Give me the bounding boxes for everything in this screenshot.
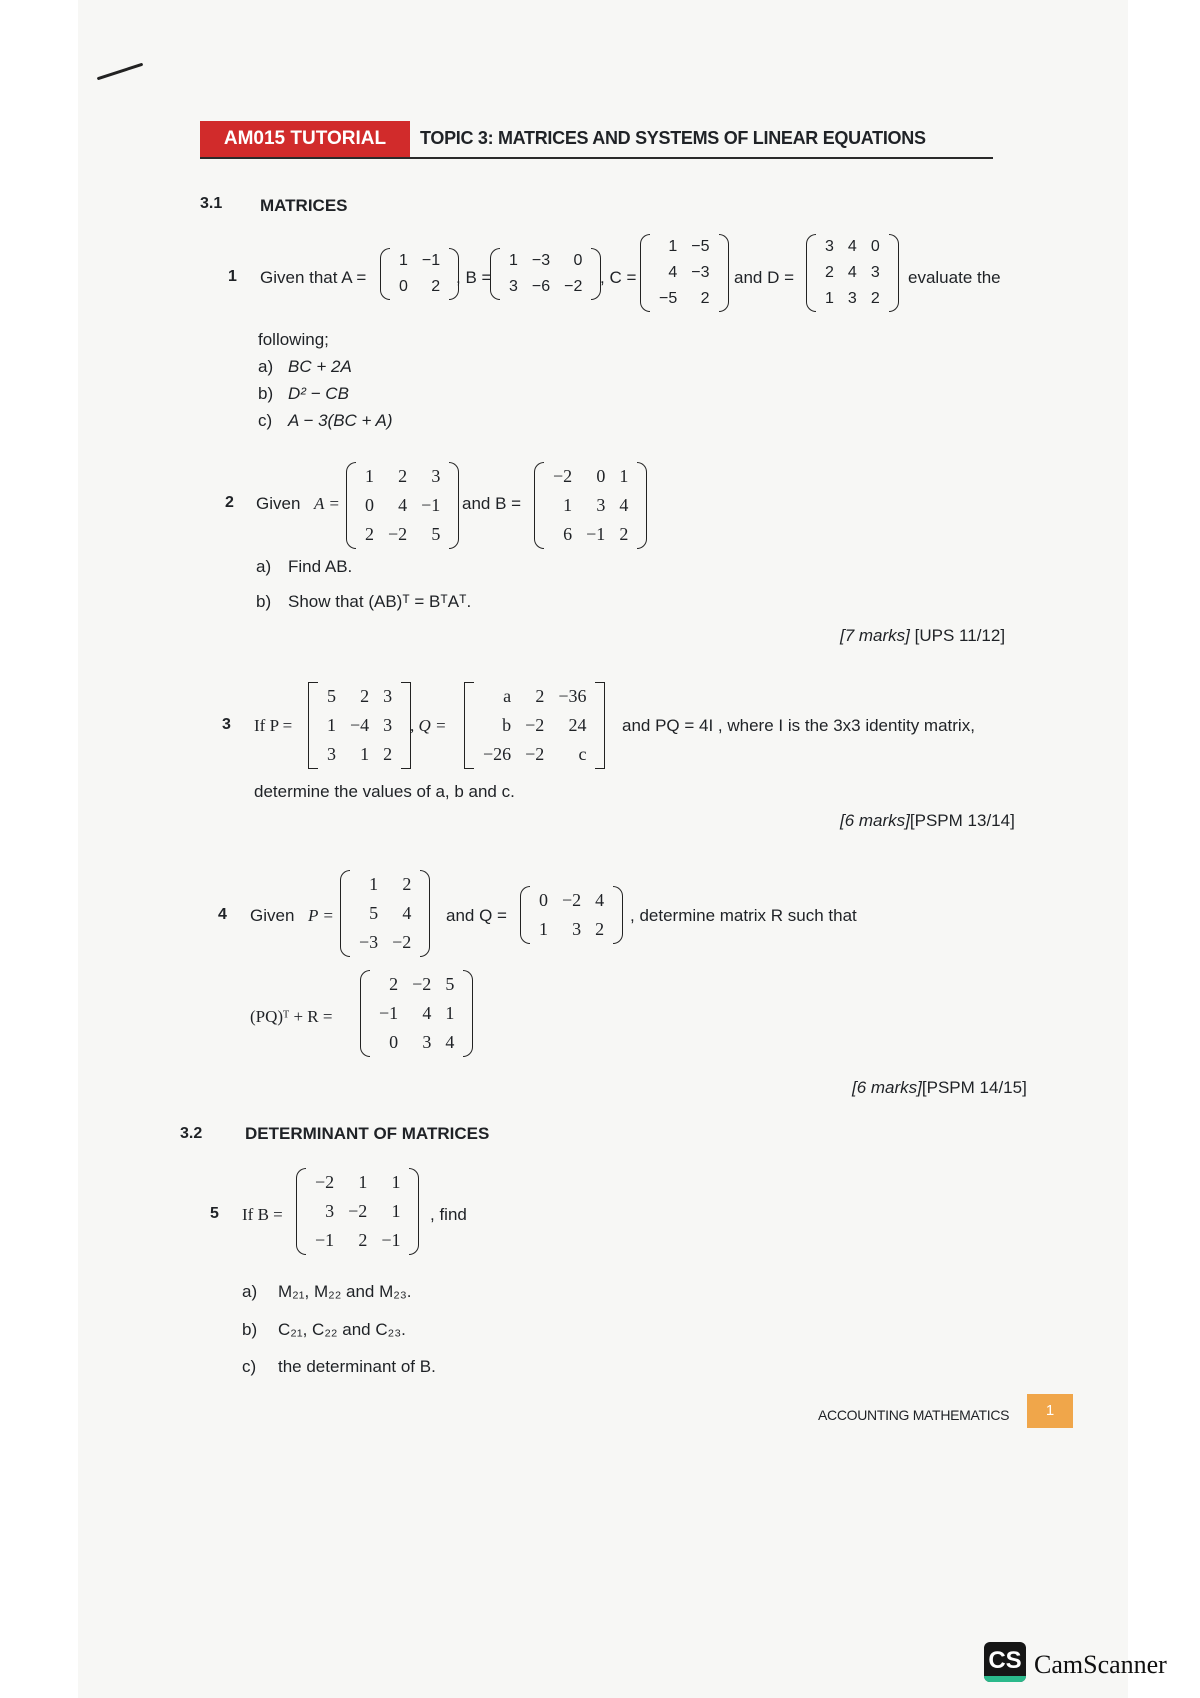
q2-part-b-label: b) xyxy=(256,592,272,611)
section-number: 3.1 xyxy=(200,195,223,212)
matrix-cell: 4 xyxy=(422,1003,432,1023)
matrix-cell: 2 xyxy=(535,686,545,706)
matrix-cell: 24 xyxy=(568,715,587,735)
matrix-cell: 1 xyxy=(358,1172,368,1192)
topic-title: TOPIC 3: MATRICES AND SYSTEMS OF LINEAR EQUATIONS xyxy=(420,128,926,148)
matrix-cell: 3 xyxy=(572,919,582,939)
page-number: 1 xyxy=(1027,1394,1073,1428)
matrix-cell: −4 xyxy=(350,715,370,735)
matrix-row xyxy=(476,711,593,740)
matrix-cell: 2 xyxy=(383,744,393,764)
q1-part-a: BC + 2A xyxy=(288,357,352,376)
matrix-cell: −3 xyxy=(531,252,551,269)
q1-part-b: D² − CB xyxy=(288,384,349,403)
question-number: 5 xyxy=(210,1205,219,1222)
matrix-row xyxy=(372,999,461,1028)
matrix-cell: −5 xyxy=(659,290,678,307)
matrix-cell: 0 xyxy=(539,890,548,910)
matrix-cell: −2 xyxy=(388,524,408,544)
matrix-cell: −2 xyxy=(412,974,432,994)
matrix-cell: 6 xyxy=(563,524,573,544)
matrix-p xyxy=(340,870,430,957)
matrix-row xyxy=(372,1028,461,1057)
matrix-cell: 2 xyxy=(365,524,374,544)
matrix-cell: 2 xyxy=(402,874,412,894)
matrix-cell: −1 xyxy=(381,1230,401,1250)
matrix-c xyxy=(640,234,729,312)
matrix-cell: 4 xyxy=(847,238,857,255)
matrix-row xyxy=(308,1197,407,1226)
matrix-p xyxy=(308,682,411,769)
camscanner-logo xyxy=(984,1642,1026,1682)
matrix-cell: −2 xyxy=(348,1201,368,1221)
matrix-cell: 2 xyxy=(360,686,370,706)
matrix-cell: 4 xyxy=(445,1032,455,1052)
matrix-cell: 1 xyxy=(445,1003,455,1023)
matrix-cell: a xyxy=(503,686,512,706)
matrix-cell: b xyxy=(502,715,512,735)
q2-part-b: Show that (AB)ᵀ = BᵀAᵀ. xyxy=(288,592,472,611)
matrix-cell: −2 xyxy=(525,744,545,764)
q1-part-c-label: c) xyxy=(258,411,273,430)
matrix-cell: 2 xyxy=(431,278,441,295)
matrix-cell: 3 xyxy=(422,1032,432,1052)
matrix-cell: −36 xyxy=(558,686,587,706)
matrix-row xyxy=(818,234,887,260)
matrix-cell: −1 xyxy=(315,1230,335,1250)
matrix-d xyxy=(806,234,899,312)
marks-info: [6 marks][PSPM 13/14] xyxy=(840,811,1015,830)
course-tag: AM015 TUTORIAL xyxy=(200,121,410,157)
q4-p-eq: P = xyxy=(308,906,334,925)
matrix-row xyxy=(476,682,593,711)
matrix-cell: 4 xyxy=(398,495,408,515)
matrix-cell: 3 xyxy=(825,238,834,255)
matrix-b xyxy=(490,248,601,300)
q1-following-text: following; xyxy=(258,330,329,349)
matrix-a xyxy=(346,462,459,549)
q4-equation: (PQ)ᵀ + R = xyxy=(250,1007,333,1026)
matrix-b xyxy=(296,1168,419,1255)
matrix-row xyxy=(546,462,635,491)
q3-q-eq: , Q = xyxy=(410,716,447,735)
q2-part-a: Find AB. xyxy=(288,557,353,576)
matrix-cell: −5 xyxy=(691,238,710,255)
matrix-cell: 0 xyxy=(399,278,408,295)
matrix-cell: −2 xyxy=(315,1172,335,1192)
q1-d-label: and D = xyxy=(734,268,795,287)
matrix-row xyxy=(308,1168,407,1197)
matrix-row xyxy=(308,1226,407,1255)
matrix-cell: 5 xyxy=(327,686,336,706)
matrix-b xyxy=(534,462,647,549)
q5-part-c: the determinant of B. xyxy=(278,1357,436,1376)
matrix-cell: 4 xyxy=(619,495,629,515)
matrix-cell: 2 xyxy=(825,264,834,281)
q5-part-b-label: b) xyxy=(242,1320,258,1339)
matrix-cell: 1 xyxy=(668,238,678,255)
camscanner-name: CamScanner xyxy=(1034,1650,1167,1679)
matrix-cell: 3 xyxy=(325,1201,335,1221)
matrix-cell: 5 xyxy=(445,974,455,994)
matrix-row xyxy=(392,274,447,300)
q2-a-eq: A = xyxy=(314,494,340,513)
marks-info: [7 marks] [UPS 11/12] xyxy=(840,626,1006,645)
section-title: DETERMINANT OF MATRICES xyxy=(245,1124,490,1143)
matrix-cell: c xyxy=(578,744,587,764)
q3-tail-text: and PQ = 4I , where I is the 3x3 identity matrix, xyxy=(622,716,975,735)
q5-part-c-label: c) xyxy=(242,1357,257,1376)
matrix-rhs xyxy=(360,970,473,1057)
matrix-row xyxy=(652,234,717,260)
matrix-cell: 2 xyxy=(358,1230,368,1250)
question-number: 2 xyxy=(225,494,234,511)
matrix-cell: −6 xyxy=(531,278,551,295)
matrix-row xyxy=(532,915,611,944)
matrix-cell: −1 xyxy=(586,524,606,544)
matrix-cell: −26 xyxy=(483,744,512,764)
matrix-row xyxy=(352,928,418,957)
matrix-cell: −2 xyxy=(525,715,545,735)
q1-c-label: , C = xyxy=(600,268,637,287)
q5-tail-text: , find xyxy=(430,1205,467,1224)
q1-tail-text: evaluate the xyxy=(908,268,1001,287)
matrix-cell: 3 xyxy=(870,264,880,281)
matrix-cell: 2 xyxy=(700,290,710,307)
q3-line2: determine the values of a, b and c. xyxy=(254,782,515,801)
q5-part-a: M₂₁, M₂₂ and M₂₃. xyxy=(278,1282,412,1301)
matrix-row xyxy=(358,491,447,520)
matrix-row xyxy=(358,462,447,491)
matrix-row xyxy=(818,286,887,312)
matrix-cell: 2 xyxy=(619,524,629,544)
q4-and-q: and Q = xyxy=(446,906,507,925)
footer-subject: ACCOUNTING MATHEMATICS xyxy=(818,1407,1010,1423)
q3-if-p: If P = xyxy=(254,716,293,735)
matrix-cell: 1 xyxy=(365,466,374,486)
matrix-cell: 0 xyxy=(573,252,583,269)
q1-part-b-label: b) xyxy=(258,384,274,403)
marks-info: [6 marks][PSPM 14/15] xyxy=(852,1078,1027,1097)
matrix-cell: −2 xyxy=(564,278,583,295)
q1-part-c: A − 3(BC + A) xyxy=(288,411,393,430)
matrix-cell: 2 xyxy=(398,466,408,486)
q5-if-b: If B = xyxy=(242,1205,283,1224)
matrix-row xyxy=(818,260,887,286)
matrix-row xyxy=(476,740,593,769)
q1-b-label: , B = xyxy=(456,268,492,287)
matrix-cell: 4 xyxy=(402,903,412,923)
matrix-row xyxy=(352,899,418,928)
matrix-cell: −3 xyxy=(691,264,710,281)
matrix-cell: 1 xyxy=(399,252,408,269)
question-number: 3 xyxy=(222,716,231,733)
matrix-cell: 1 xyxy=(619,466,629,486)
matrix-cell: 1 xyxy=(509,252,518,269)
matrix-cell: 0 xyxy=(870,238,880,255)
q4-given-text: Given xyxy=(250,906,295,925)
matrix-cell: 1 xyxy=(391,1172,401,1192)
matrix-cell: −2 xyxy=(562,890,582,910)
matrix-cell: 4 xyxy=(595,890,605,910)
q1-part-a-label: a) xyxy=(258,357,274,376)
q4-tail-text: , determine matrix R such that xyxy=(630,906,857,925)
matrix-cell: 2 xyxy=(389,974,399,994)
q2-and-b: and B = xyxy=(462,494,522,513)
matrix-row xyxy=(546,491,635,520)
matrix-cell: 1 xyxy=(369,874,379,894)
matrix-cell: 1 xyxy=(825,290,834,307)
matrix-row xyxy=(320,682,399,711)
matrix-row xyxy=(358,520,447,549)
matrix-row xyxy=(352,870,418,899)
matrix-row xyxy=(652,260,717,286)
matrix-row xyxy=(502,274,589,300)
matrix-cell: 3 xyxy=(509,278,518,295)
matrix-q xyxy=(520,886,623,944)
matrix-cell: 5 xyxy=(431,524,441,544)
matrix-cell: 1 xyxy=(327,715,336,735)
matrix-row xyxy=(532,886,611,915)
matrix-cell: 0 xyxy=(596,466,606,486)
q2-given-text: Given xyxy=(256,494,301,513)
matrix-cell: 3 xyxy=(596,495,606,515)
matrix-row xyxy=(502,248,589,274)
matrix-cell: −1 xyxy=(421,495,441,515)
q5-part-b: C₂₁, C₂₂ and C₂₃. xyxy=(278,1320,406,1339)
matrix-row xyxy=(372,970,461,999)
matrix-a xyxy=(380,248,459,300)
q1-given-text: Given that A = xyxy=(260,268,367,287)
matrix-cell: −2 xyxy=(392,932,412,952)
matrix-cell: 4 xyxy=(847,264,857,281)
matrix-cell: 5 xyxy=(369,903,379,923)
matrix-cell: 2 xyxy=(595,919,605,939)
matrix-cell: 3 xyxy=(431,466,441,486)
matrix-cell: 0 xyxy=(389,1032,399,1052)
section-number: 3.2 xyxy=(180,1125,203,1142)
matrix-cell: 3 xyxy=(327,744,336,764)
matrix-row xyxy=(320,711,399,740)
matrix-cell: −1 xyxy=(421,252,441,269)
camscanner-badge: CS xyxy=(988,1647,1022,1674)
matrix-cell: 3 xyxy=(383,715,393,735)
q2-part-a-label: a) xyxy=(256,557,272,576)
q5-part-a-label: a) xyxy=(242,1282,258,1301)
matrix-row xyxy=(320,740,399,769)
matrix-cell: 4 xyxy=(668,264,678,281)
question-number: 1 xyxy=(228,268,237,285)
matrix-cell: 1 xyxy=(539,919,548,939)
matrix-cell: 1 xyxy=(563,495,573,515)
scanned-page xyxy=(78,0,1128,1698)
matrix-row xyxy=(652,286,717,312)
matrix-row xyxy=(546,520,635,549)
section-title: MATRICES xyxy=(260,196,348,215)
matrix-cell: 3 xyxy=(847,290,857,307)
question-number: 4 xyxy=(218,906,227,923)
matrix-cell: −1 xyxy=(379,1003,399,1023)
matrix-cell: 0 xyxy=(365,495,374,515)
matrix-cell: 1 xyxy=(360,744,370,764)
matrix-cell: 3 xyxy=(383,686,393,706)
header-underline xyxy=(200,157,993,159)
matrix-cell: 1 xyxy=(391,1201,401,1221)
matrix-cell: −2 xyxy=(553,466,573,486)
matrix-cell: 2 xyxy=(870,290,880,307)
matrix-q xyxy=(464,682,605,769)
matrix-cell: −3 xyxy=(359,932,379,952)
matrix-row xyxy=(392,248,447,274)
